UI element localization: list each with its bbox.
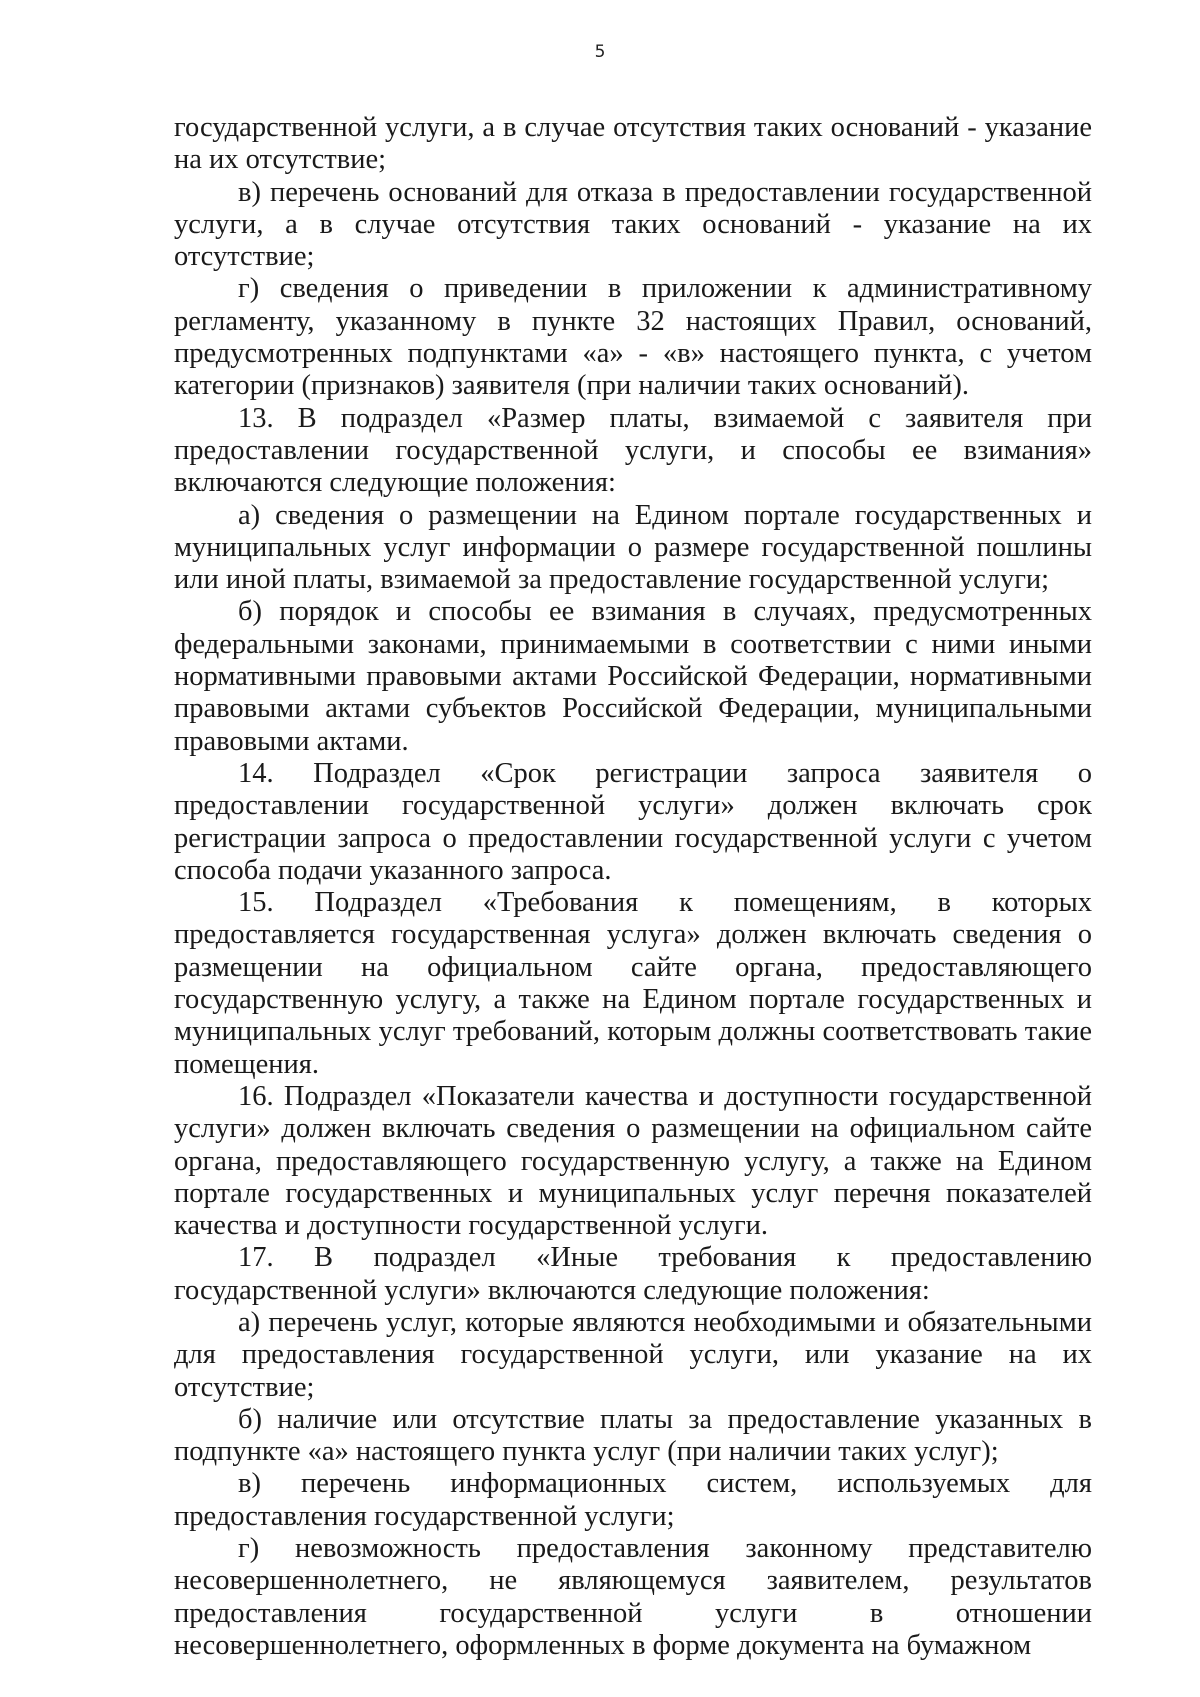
paragraph-continuation: государственной услуги, а в случае отсутствия таких оснований - указание на их отсутствие;: [174, 112, 1092, 176]
paragraph-15: 15. Подраздел «Требования к помещениям, в которых предоставляется государственная услуга» должен включать сведения о размещении на официальном сайте органа, предоставляющего государственную услугу, а также на Едином портале государственных и муниципальных услуг требований, которым должны соответствовать такие помещения.: [174, 887, 1092, 1080]
document-body: [174, 112, 1092, 1662]
page-number: 5: [594, 42, 606, 62]
paragraph-17-a: а) перечень услуг, которые являются необходимыми и обязательными для предоставления государственной услуги, или указание на их отсутствие;: [174, 1306, 1092, 1403]
paragraph-12-v: в) перечень оснований для отказа в предоставлении государственной услуги, а в случае отсутствия таких оснований - указание на их отсутствие;: [174, 176, 1092, 273]
paragraph-12-g: г) сведения о приведении в приложении к административному регламенту, указанному в пункте 32 настоящих Правил, оснований, предусмотренных подпунктами «а» - «в» настоящего пункта, с учетом категории (признаков) заявителя (при наличии таких оснований).: [174, 273, 1092, 402]
paragraph-13: 13. В подраздел «Размер платы, взимаемой с заявителя при предоставлении государственной услуги, и способы ее взимания» включаются следующие положения:: [174, 402, 1092, 499]
paragraph-14: 14. Подраздел «Срок регистрации запроса заявителя о предоставлении государственной услуги» должен включать срок регистрации запроса о предоставлении государственной услуги с учетом способа подачи указанного запроса.: [174, 757, 1092, 886]
paragraph-17-b: б) наличие или отсутствие платы за предоставление указанных в подпункте «а» настоящего пункта услуг (при наличии таких услуг);: [174, 1403, 1092, 1468]
paragraph-16: 16. Подраздел «Показатели качества и доступности государственной услуги» должен включать сведения о размещении на официальном сайте органа, предоставляющего государственную услугу, а также на Едином портале государственных и муниципальных услуг перечня показателей качества и доступности государственной услуги.: [174, 1080, 1092, 1242]
paragraph-17-v: в) перечень информационных систем, используемых для предоставления государственной услуги;: [174, 1468, 1092, 1532]
paragraph-13-b: б) порядок и способы ее взимания в случаях, предусмотренных федеральными законами, принимаемыми в соответствии с ними иными нормативными правовыми актами Российской Федерации, нормативными правовыми актами субъектов Российской Федерации, муниципальными правовыми актами.: [174, 596, 1092, 757]
paragraph-13-a: а) сведения о размещении на Едином портале государственных и муниципальных услуг информации о размере государственной пошлины или иной платы, взимаемой за предоставление государственной услуги;: [174, 499, 1092, 596]
paragraph-17: 17. В подраздел «Иные требования к предоставлению государственной услуги» включаются следующие положения:: [174, 1242, 1092, 1306]
paragraph-17-g: г) невозможность предоставления законному представителю несовершеннолетнего, не являющемуся заявителем, результатов предоставления государственной услуги в отношении несовершеннолетнего, оформленных в форме документа на бумажном: [174, 1533, 1092, 1661]
